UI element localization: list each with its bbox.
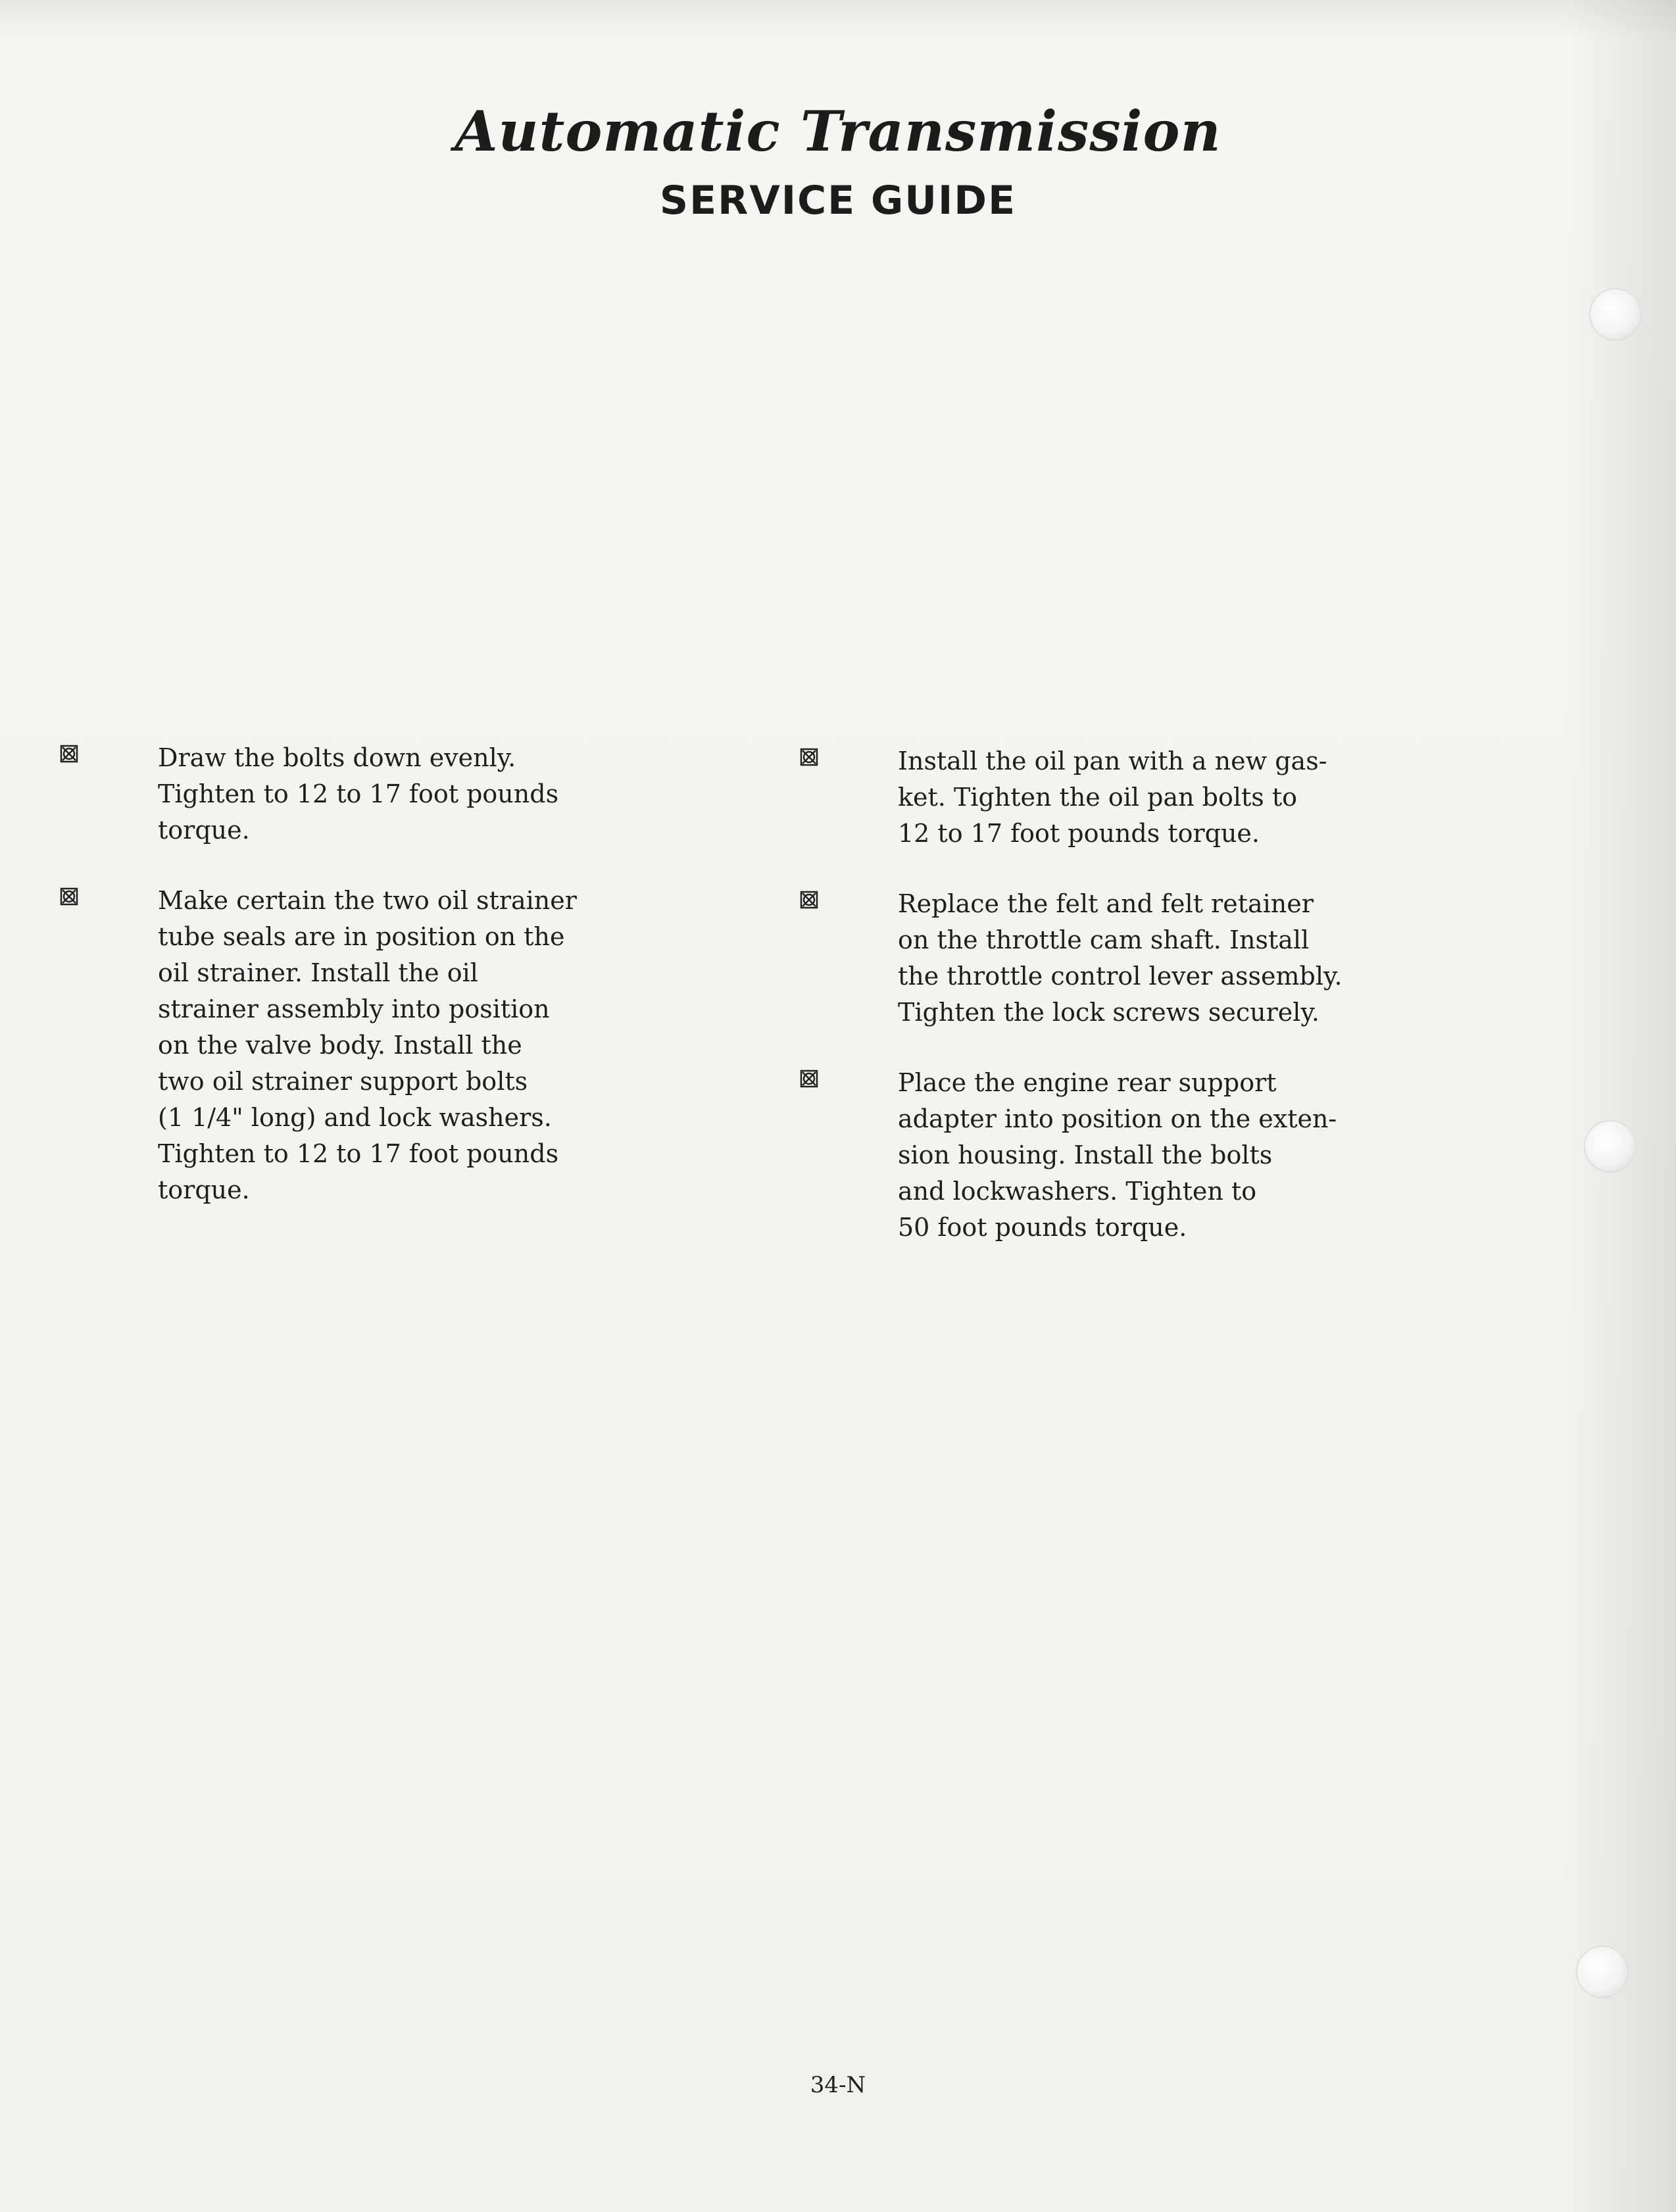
check-box-icon	[799, 747, 819, 767]
punch-hole-top	[1590, 289, 1640, 339]
instruction-text: Replace the felt and felt retainer on the throttle cam shaft. Install the throttle control lever assembly. Tighten the lock screws securely.	[898, 889, 1343, 1027]
instruction-item	[59, 740, 783, 848]
page-subtitle: SERVICE GUIDE	[659, 178, 1017, 224]
page-title: Automatic Transmission	[455, 99, 1221, 164]
instruction-text: Install the oil pan with a new gas- ket. Tighten the oil pan bolts to 12 to 17 foot pounds torque.	[898, 747, 1327, 848]
punch-hole-middle	[1585, 1121, 1635, 1171]
check-box-icon	[59, 744, 79, 764]
check-box-icon	[799, 1069, 819, 1089]
check-box-icon	[59, 887, 79, 906]
page-number: 34-N	[810, 2072, 866, 2098]
right-column	[799, 743, 1523, 1246]
instruction-item	[799, 743, 1523, 852]
check-box-icon	[799, 890, 819, 910]
instruction-item	[799, 886, 1523, 1031]
page-top-edge	[0, 0, 1676, 39]
instruction-text: Draw the bolts down evenly. Tighten to 12 to 17 foot pounds torque.	[158, 743, 559, 845]
instruction-text: Place the engine rear support adapter into position on the exten- sion housing. Install the bolts and lockwashers. Tighten to 50 foot pounds torque.	[898, 1068, 1337, 1242]
instruction-item	[799, 1065, 1523, 1246]
left-column	[59, 740, 783, 1208]
instruction-text: Make certain the two oil strainer tube seals are in position on the oil strainer. Install the oil strainer assembly into position on the valve body. Install the two oil strainer support bolts (1 1/4" long) and lock washers. Tighten to 12 to 17 foot pounds torque.	[158, 886, 577, 1204]
punch-hole-bottom	[1577, 1947, 1627, 1997]
instruction-item	[59, 883, 783, 1208]
